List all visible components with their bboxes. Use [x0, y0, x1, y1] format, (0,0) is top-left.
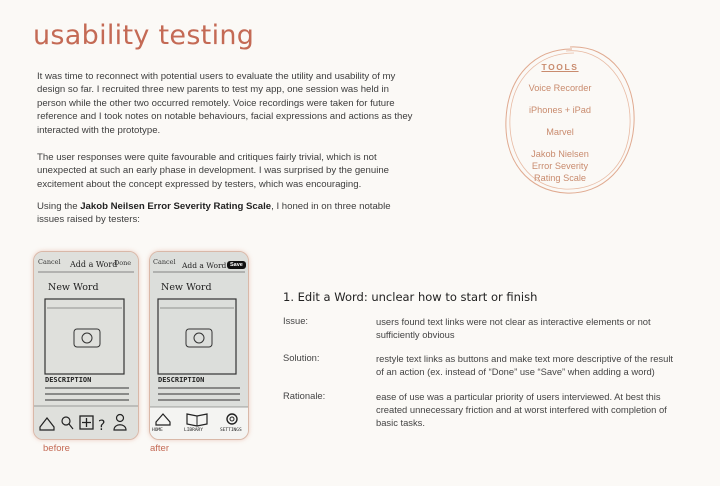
- rationale-label: Rationale:: [283, 390, 326, 401]
- nav-label-library[interactable]: LIBRARY: [184, 428, 203, 433]
- new-word-label: New Word: [48, 282, 99, 293]
- phone-sketch-after: [149, 251, 249, 440]
- sketch-title: Add a Word: [70, 260, 118, 269]
- tools-heading: TOOLS: [541, 62, 579, 72]
- cancel-link[interactable]: Cancel: [153, 258, 176, 266]
- phone-sketch-before: [33, 251, 139, 440]
- solution-text: restyle text links as buttons and make text more descriptive of the result of an action (ex. instead of “Done” use “Save” when adding a word): [376, 353, 674, 377]
- intro-paragraph-1: It was time to reconnect with potential users to evaluate the utility and usability of my design so far. I recruited three new parents to test my app, one session was held in person while the other two occurred remotely. Voice recordings were taken for future reference and I took notes on notable behaviours, facial expressions and actions as they interacted with the prototype.: [37, 71, 413, 136]
- cancel-link[interactable]: Cancel: [38, 258, 61, 266]
- nav-label-home[interactable]: HOME: [152, 428, 163, 433]
- sketch-title: Add a Word: [182, 261, 227, 270]
- tool-item: Marvel: [546, 127, 574, 137]
- issue-label: Issue:: [283, 315, 309, 326]
- new-word-label: New Word: [161, 282, 212, 293]
- tool-item: Error Severity: [531, 161, 589, 171]
- tool-item: Jakob Nielsen: [531, 149, 589, 159]
- tool-item: iPhones + iPad: [528, 105, 592, 115]
- caption-after: after: [150, 443, 170, 454]
- description-label: DESCRIPTION: [45, 376, 92, 384]
- done-link[interactable]: Done: [114, 259, 132, 267]
- description-label: DESCRIPTION: [158, 376, 205, 384]
- issue-heading: 1. Edit a Word: unclear how to start or finish: [283, 290, 538, 304]
- rationale-text: ease of use was a particular priority of users interviewed. At best this created unnecessary friction and at worst interfered with completion of basic tasks.: [376, 391, 667, 428]
- caption-before: before: [43, 443, 70, 454]
- tool-item: Voice Recorder: [528, 83, 592, 93]
- svg-text:?: ?: [98, 418, 106, 434]
- solution-label: Solution:: [283, 352, 320, 363]
- page-title: usability testing: [33, 20, 255, 51]
- intro-paragraph-3: Using the Jakob Neilsen Error Severity Rating Scale, I honed in on three notable issues raised by testers:: [37, 201, 391, 226]
- issue-text: users found text links were not clear as interactive elements or not sufficiently obvious: [376, 316, 651, 340]
- rating-scale-name: Jakob Neilsen Error Severity Rating Scale: [80, 201, 272, 212]
- nav-label-settings[interactable]: SETTINGS: [220, 428, 242, 433]
- tool-item: Rating Scale: [533, 173, 587, 183]
- save-button[interactable]: Save: [227, 261, 246, 269]
- intro-paragraph-2: The user responses were quite favourable and critiques fairly trivial, which is not unexpected at such an early phase in development. I was surprised by the genuine excitement about the concept expressed by testers, which was encouraging.: [37, 152, 389, 190]
